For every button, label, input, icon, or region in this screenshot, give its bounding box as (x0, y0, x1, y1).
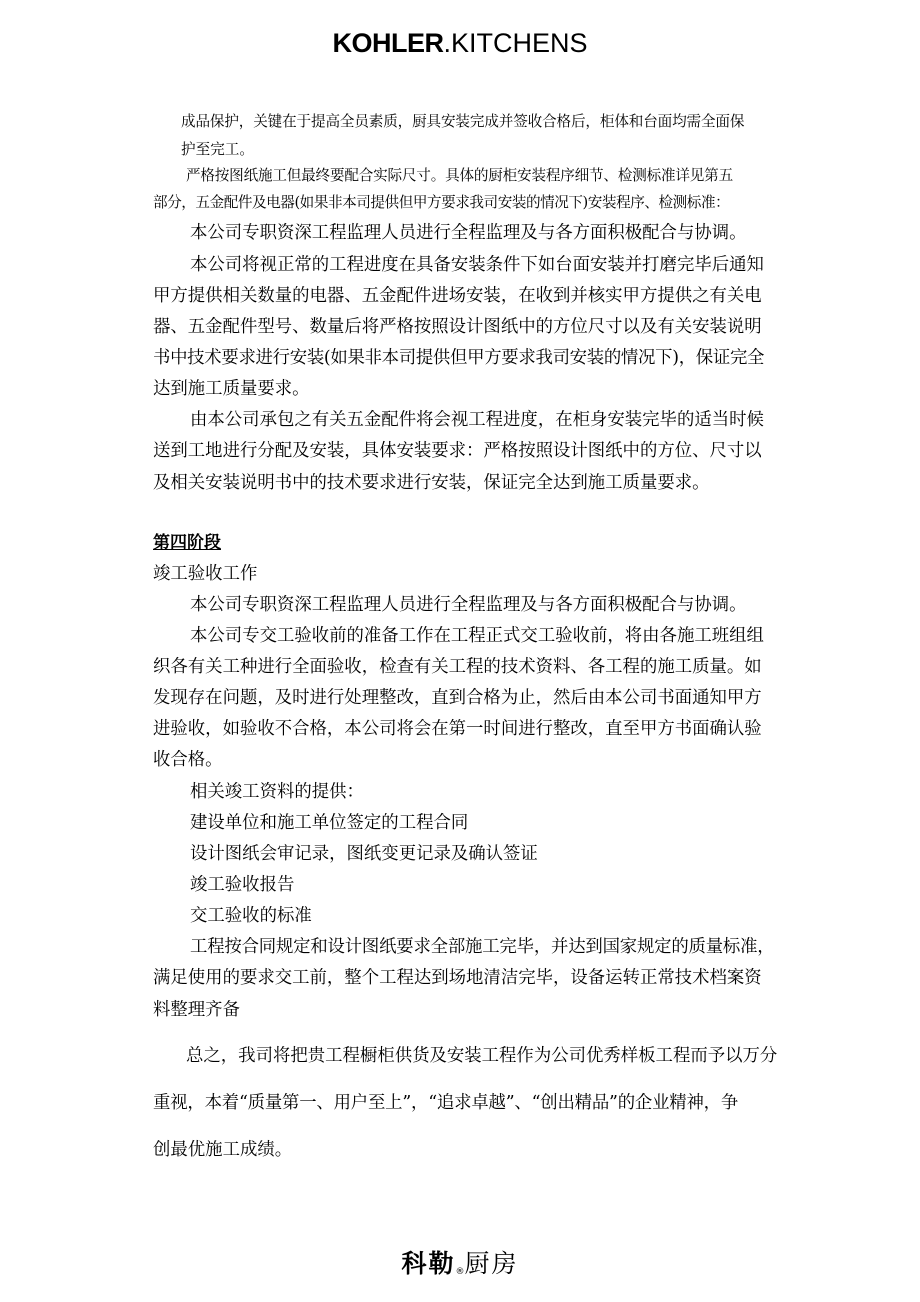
paragraph-line: 进验收，如验收不合格，本公司将会在第一时间进行整改，直至甲方书面确认验 (153, 719, 762, 739)
paragraph-line: 本公司专职资深工程监理人员进行全程监理及与各方面积极配合与协调。 (190, 223, 747, 243)
paragraph-line: 护至完工。 (181, 141, 254, 158)
footer-brand: 科勒 (401, 1249, 456, 1278)
logo-separator: . (443, 28, 451, 58)
closing-line: 总之，我司将把贵工程橱柜供货及安装工程作为公司优秀样板工程而予以万分 (186, 1046, 778, 1066)
footer-division: 厨房 (464, 1249, 519, 1278)
paragraph-line: 及相关安装说明书中的技术要求进行安装，保证完全达到施工质量要求。 (153, 473, 710, 493)
paragraph-line: 严格按图纸施工但最终要配合实际尺寸。具体的厨柜安装程序细节、检测标准详见第五 (186, 167, 733, 184)
paragraph-line: 书中技术要求进行安装(如果非本司提供但甲方要求我司安装的情况下)，保证完全 (153, 348, 765, 368)
paragraph-line: 送到工地进行分配及安装，具体安装要求：严格按照设计图纸中的方位、尺寸以 (153, 441, 762, 461)
list-item: 设计图纸会审记录，图纸变更记录及确认签证 (190, 844, 538, 864)
paragraph-line: 本公司将视正常的工程进度在具备安装条件下如台面安装并打磨完毕后通知 (190, 255, 764, 275)
list-item: 建设单位和施工单位签定的工程合同 (190, 813, 469, 833)
registered-mark: ® (455, 1267, 465, 1277)
paragraph-line: 由本公司承包之有关五金配件将会视工程进度，在柜身安装完毕的适当时候 (190, 410, 764, 430)
paragraph-line: 本公司专交工验收前的准备工作在工程正式交工验收前，将由各施工班组组 (190, 626, 764, 646)
logo-division: KITCHENS (450, 28, 588, 58)
kohler-chinese-logo (0, 1244, 920, 1280)
list-item: 竣工验收报告 (190, 875, 295, 895)
closing-line: 重视，本着“质量第一、用户至上”，“追求卓越”、“创出精品”的企业精神，争 (153, 1093, 739, 1113)
paragraph-line: 满足使用的要求交工前，整个工程达到场地清洁完毕，设备运转正常技术档案资 (153, 968, 762, 988)
logo-brand: KOHLER (332, 28, 444, 58)
paragraph-line: 工程按合同规定和设计图纸要求全部施工完毕，并达到国家规定的质量标准， (190, 937, 775, 957)
list-item: 相关竣工资料的提供： (190, 782, 364, 802)
kohler-kitchens-logo (0, 28, 920, 59)
paragraph-line: 发现存在问题，及时进行处理整改，直到合格为止，然后由本公司书面通知甲方 (153, 688, 762, 708)
paragraph-line: 收合格。 (153, 750, 223, 770)
closing-line: 创最优施工成绩。 (153, 1140, 293, 1160)
paragraph-line: 成品保护，关键在于提高全员素质，厨具安装完成并签收合格后，柜体和台面均需全面保 (181, 113, 745, 130)
paragraph-line: 器、五金配件型号、数量后将严格按照设计图纸中的方位尺寸以及有关安装说明 (153, 317, 762, 337)
paragraph-line: 达到施工质量要求。 (153, 379, 310, 399)
section-subheading: 竣工验收工作 (153, 564, 258, 584)
paragraph-line: 织各有关工种进行全面验收，检查有关工程的技术资料、各工程的施工质量。如 (153, 657, 762, 677)
list-item: 交工验收的标准 (190, 906, 312, 926)
paragraph-line: 部分，五金配件及电器(如果非本司提供但甲方要求我司安装的情况下)安装程序、检测标准： (153, 194, 730, 211)
section-heading: 第四阶段 (153, 533, 221, 553)
paragraph-line: 本公司专职资深工程监理人员进行全程监理及与各方面积极配合与协调。 (190, 595, 747, 615)
paragraph-line: 料整理齐备 (153, 1000, 240, 1020)
paragraph-line: 甲方提供相关数量的电器、五金配件进场安装，在收到并核实甲方提供之有关电 (153, 286, 762, 306)
